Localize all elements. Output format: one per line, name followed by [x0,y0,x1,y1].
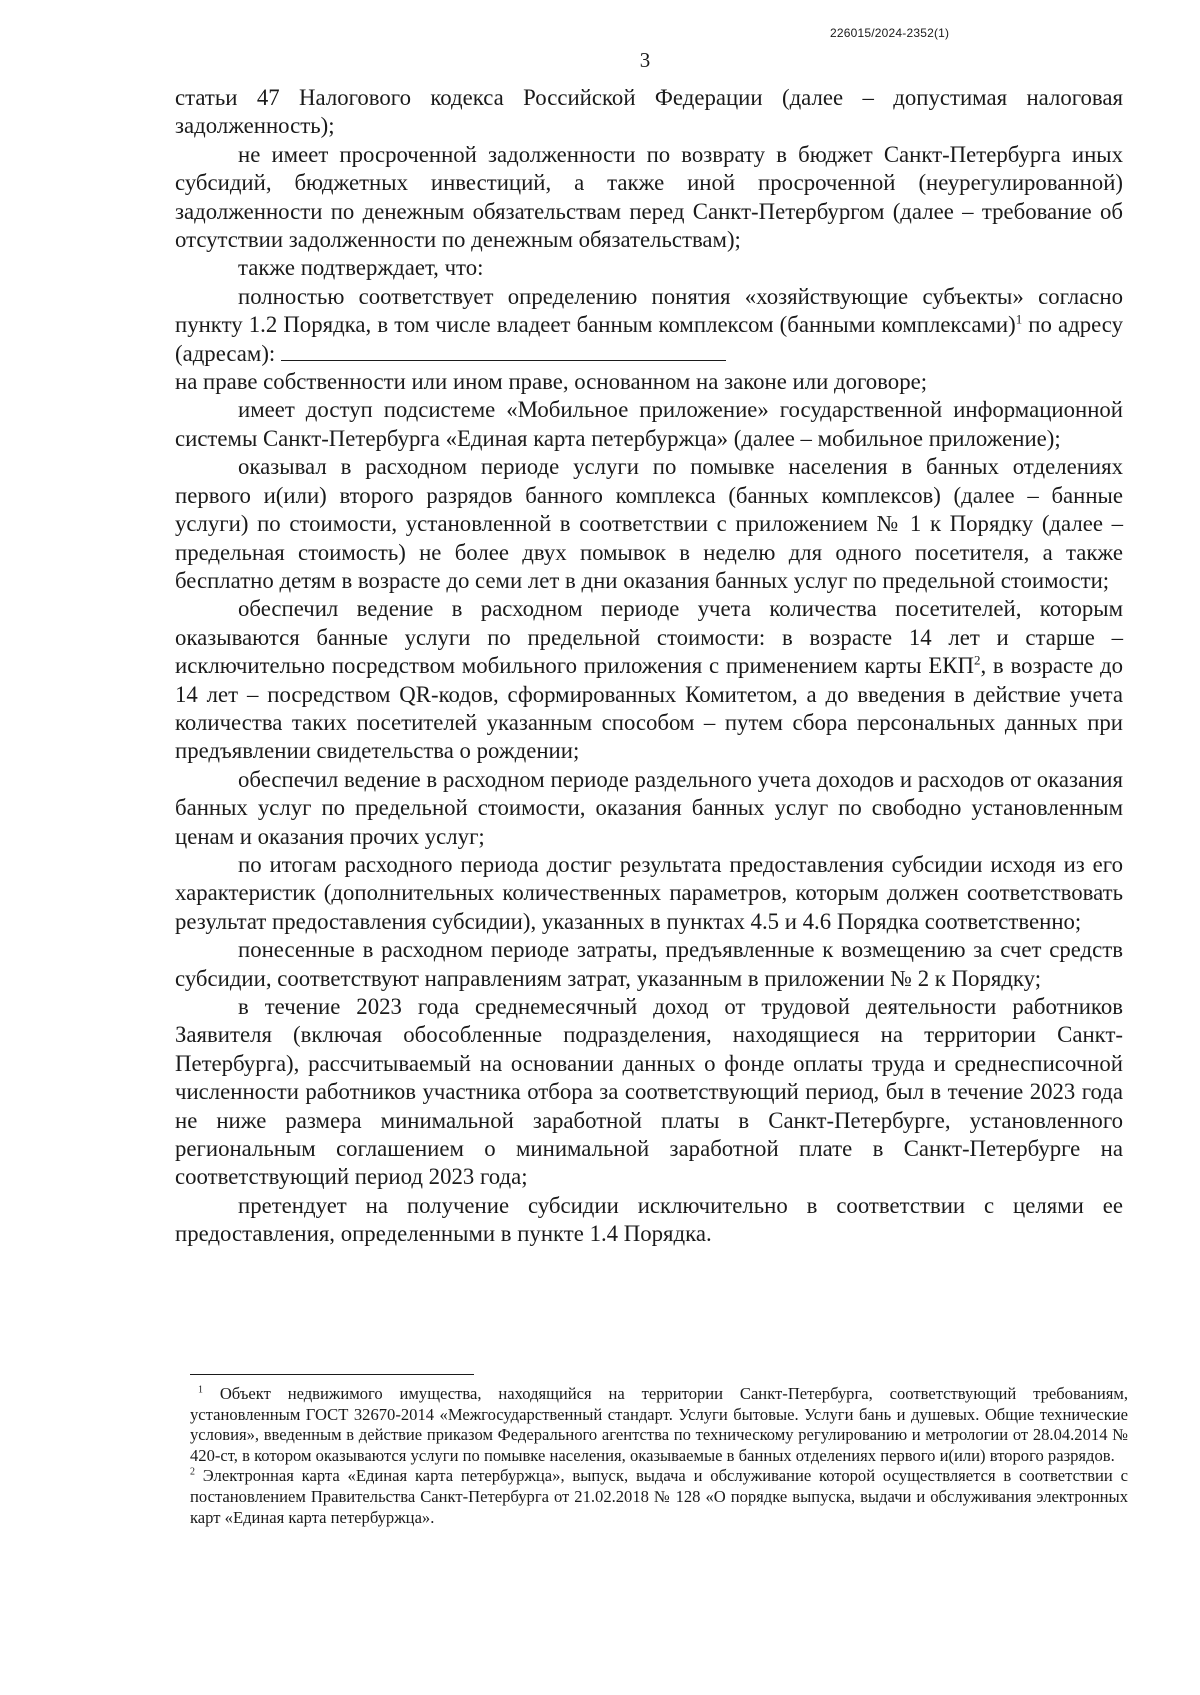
paragraph [175,283,1123,368]
paragraph: статьи 47 Налогового кодекса Российской Федерации (далее – допустимая налоговая задолженность); [175,85,1123,139]
paragraph: оказывал в расходном периоде услуги по помывке населения в банных отделениях первого и(или) второго разрядов банного комплекса (банных комплексов) (далее – банные услуги) по стоимости, установленной в соответствии с приложением № 1 к Порядку (далее – предельная стоимость) не более двух помывок в неделю для одного посетителя, а также бесплатно детям в возрасте до семи лет в дни оказания банных услуг по предельной стоимости; [175,454,1123,593]
footnote-marker: 2 [190,1466,195,1478]
page-number: 3 [639,48,651,72]
footnote-reference: 2 [973,652,981,668]
paragraph: по итогам расходного периода достиг результата предоставления субсидии исходя из его характеристик (дополнительных количественных параметров, которым должен соответствовать результат предоставления субсидии), указанных в пунктах 4.5 и 4.6 Порядка соответственно; [175,851,1123,934]
address-blank-line [281,342,726,361]
footnote-text: Объект недвижимого имущества, находящийся на территории Санкт-Петербурга, соответствующий требованиям, установленным ГОСТ 32670-2014 «Межгосударственный стандарт. Услуги бытовые. Услуги бань и душевых. Общие технические условия», введенным в действие приказом Федерального агентства по техническому регулированию и метрологии от 28.04.2014 № 420-ст, в котором оказываются услуги по помывке населения, оказываемые в банных отделениях первого и(или) второго разрядов. [190,1384,1128,1465]
paragraph-text: полностью соответствует определению понятия «хозяйствующие субъекты» согласно пункту 1.2 Порядка, в том числе владеет банным комплексом (банными комплексами) [175,283,1123,338]
paragraph: в течение 2023 года среднемесячный доход от трудовой деятельности работников Заявителя (включая обособленные подразделения, находящиеся на территории Санкт-Петербурга), рассчитываемый на основании данных о фонде оплаты труда и среднесписочной численности работников участника отбора за соответствующий период, был в течение 2023 года не ниже размера минимальной заработной платы в Санкт-Петербурге, установленного региональным соглашением о минимальной заработной плате в Санкт-Петербурге на соответствующий период 2023 года; [175,994,1123,1190]
paragraph [175,595,1123,765]
document-registration-number: 226015/2024-2352(1) [830,26,950,40]
paragraph: на праве собственности или ином праве, основанном на законе или договоре; [175,369,928,395]
footnote-marker: 1 [198,1384,203,1396]
footnote-text: Электронная карта «Единая карта петербуржца», выпуск, выдача и обслуживание которой осуществляется в соответствии с постановлением Правительства Санкт-Петербурга от 21.02.2018 № 128 «О порядке выпуска, выдачи и обслуживания электронных карт «Единая карта петербуржца». [190,1466,1128,1527]
paragraph: претендует на получение субсидии исключительно в соответствии с целями ее предоставления, определенными в пункте 1.4 Порядка. [175,1192,1123,1247]
paragraph: также подтверждает, что: [238,255,484,281]
paragraph-text: по адресу (адресам): [175,312,1124,366]
paragraph-text: обеспечил ведение в расходном периоде учета количества посетителей, которым оказываются банные услуги по предельной стоимости: в возрасте 14 лет и старше – исключительно посредством мобильного приложения с применением карты ЕКП [175,596,1123,679]
footnote [190,1384,1128,1466]
paragraph: имеет доступ подсистеме «Мобильное приложение» государственной информационной системы Санкт-Петербурга «Единая карта петербуржца» (далее – мобильное приложение); [175,397,1123,451]
paragraph: понесенные в расходном периоде затраты, предъявленные к возмещению за счет средств субсидии, соответствуют направлениям затрат, указанным в приложении № 2 к Порядку; [175,937,1123,991]
footnotes [190,1384,1128,1528]
paragraph-text: , в возрасте до 14 лет – посредством QR-кодов, сформированных Комитетом, а до введения в действие учета количества таких посетителей указанным способом – путем сбора персональных данных при предъявлении свидетельства о рождении; [175,653,1123,764]
footnote-separator [190,1374,474,1375]
footnote-reference: 1 [1015,311,1023,327]
paragraph: не имеет просроченной задолженности по возврату в бюджет Санкт-Петербурга иных субсидий, бюджетных инвестиций, а также иной просроченной (неурегулированной) задолженности по денежным обязательствам перед Санкт-Петербургом (далее – требование об отсутствии задолженности по денежным обязательствам); [175,141,1123,253]
document-body [175,84,1123,1249]
footnote [190,1466,1128,1528]
paragraph: обеспечил ведение в расходном периоде раздельного учета доходов и расходов от оказания банных услуг по предельной стоимости, оказания банных услуг по свободно установленным ценам и оказания прочих услуг; [175,766,1123,849]
